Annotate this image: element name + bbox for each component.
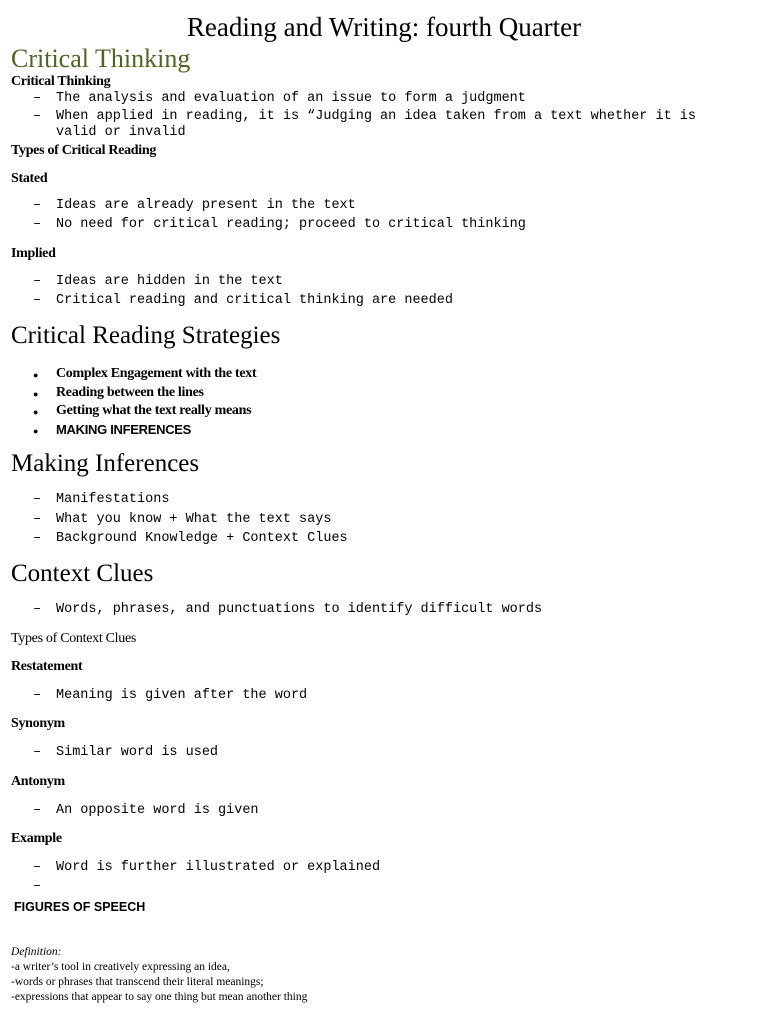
- list-dash: –: [33, 531, 42, 546]
- list-dash: –: [33, 745, 42, 760]
- list-item: Reading between the lines: [56, 385, 204, 400]
- subheading-restatement: Restatement: [11, 659, 83, 674]
- subheading-types-critical-reading: Types of Critical Reading: [11, 143, 157, 158]
- list-item: Ideas are hidden in the text: [56, 274, 283, 289]
- bullet-icon: ●: [33, 389, 39, 399]
- list-dash: –: [33, 492, 42, 507]
- heading-context-clues: Context Clues: [11, 560, 154, 587]
- list-dash: –: [33, 217, 42, 232]
- list-item: MAKING INFERENCES: [56, 422, 192, 437]
- subheading-stated: Stated: [11, 171, 48, 186]
- bullet-icon: ●: [33, 426, 39, 436]
- list-dash: –: [33, 860, 42, 875]
- list-item: No need for critical reading; proceed to critical thinking: [56, 217, 526, 232]
- list-dash: –: [33, 91, 42, 106]
- subheading-critical-thinking: Critical Thinking: [11, 74, 111, 89]
- heading-figures-of-speech: FIGURES OF SPEECH: [14, 900, 146, 914]
- list-item: When applied in reading, it is “Judging an idea taken from a text whether it is: [56, 109, 697, 124]
- definition-line: -expressions that appear to say one thing but mean another thing: [11, 991, 308, 1003]
- document-title: Reading and Writing: fourth Quarter: [186, 12, 582, 42]
- list-dash: –: [33, 109, 42, 124]
- list-dash: –: [33, 198, 42, 213]
- list-dash: –: [33, 803, 42, 818]
- subheading-antonym: Antonym: [11, 774, 65, 789]
- list-item: Getting what the text really means: [56, 403, 252, 418]
- definition-line: -words or phrases that transcend their literal meanings;: [11, 976, 264, 988]
- list-item: An opposite word is given: [56, 803, 259, 818]
- heading-critical-thinking: Critical Thinking: [11, 44, 191, 73]
- list-item-continuation: valid or invalid: [56, 125, 186, 140]
- subheading-implied: Implied: [11, 246, 56, 261]
- list-item: Ideas are already present in the text: [56, 198, 356, 213]
- subheading-example: Example: [11, 831, 62, 846]
- list-dash: –: [33, 274, 42, 289]
- list-dash: –: [33, 688, 42, 703]
- list-dash-empty: –: [33, 879, 42, 894]
- list-item: Manifestations: [56, 492, 170, 507]
- list-item: The analysis and evaluation of an issue to form a judgment: [56, 91, 526, 106]
- list-item: Critical reading and critical thinking are needed: [56, 293, 453, 308]
- definition-label: Definition:: [11, 946, 62, 958]
- list-dash: –: [33, 293, 42, 308]
- list-item: Words, phrases, and punctuations to identify difficult words: [56, 602, 543, 617]
- subheading-synonym: Synonym: [11, 716, 65, 731]
- list-item: Background Knowledge + Context Clues: [56, 531, 348, 546]
- list-item: Meaning is given after the word: [56, 688, 308, 703]
- heading-making-inferences: Making Inferences: [11, 450, 200, 477]
- bullet-icon: ●: [33, 370, 39, 380]
- list-dash: –: [33, 602, 42, 617]
- list-item: Similar word is used: [56, 745, 219, 760]
- subheading-types-context-clues: Types of Context Clues: [11, 631, 137, 646]
- list-item: What you know + What the text says: [56, 512, 332, 527]
- list-dash: –: [33, 512, 42, 527]
- list-item: Word is further illustrated or explained: [56, 860, 381, 875]
- bullet-icon: ●: [33, 407, 39, 417]
- heading-critical-reading-strategies: Critical Reading Strategies: [11, 322, 281, 349]
- list-item: Complex Engagement with the text: [56, 366, 257, 381]
- definition-line: -a writer’s tool in creatively expressing an idea,: [11, 961, 230, 973]
